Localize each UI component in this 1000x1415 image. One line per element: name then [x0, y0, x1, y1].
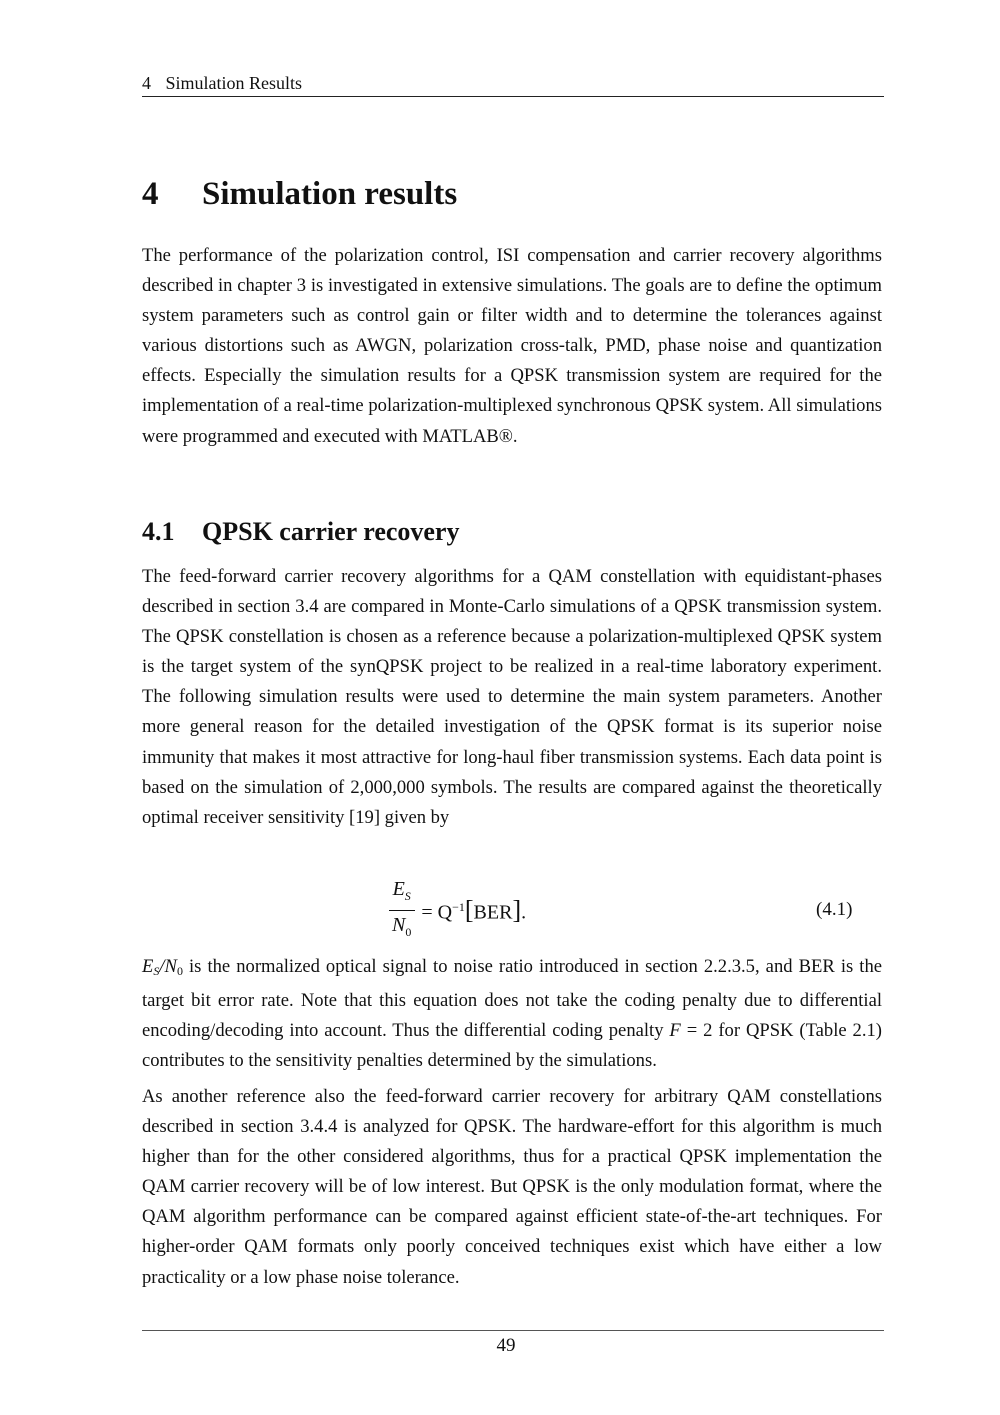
- page-number: 49: [496, 1335, 516, 1356]
- equation-denominator: $N_0$: [392, 913, 412, 939]
- equation-rhs: = $Q^{-1}[BER]$.: [421, 895, 527, 925]
- section-paragraph-3: As another reference also the feed-forward carrier recovery for arbitrary QAM constellations described in section 3.4.4 is analyzed for QPSK. The hardware-effort for this algorithm is much higher than for the other considered algorithms, thus for a practical QPSK implementation the QAM carrier recovery will be of low interest. But QPSK is the only modulation format, where the QAM algorithm performance can be compared against efficient state-of-the-art techniques. For higher-order QAM formats only poorly conceived techniques exist which have either a low practicality or a low phase noise tolerance.: [142, 1086, 882, 1288]
- footer-rule: [142, 1330, 884, 1331]
- section-paragraph-1: The feed-forward carrier recovery algorithms for a QAM constellation with equidistant-phases described in section 3.4 are compared in Monte-Carlo simulations of a QPSK transmission system. The QPSK constellation is chosen as a reference because a polarization-multiplexed QPSK system is the target system of the synQPSK project to be realized in a real-time laboratory experiment. The following simulation results were used to determine the main system parameters. Another more general reason for the detailed investigation of the QPSK format is its superior noise immunity that makes it most attractive for long-haul fiber transmission systems. Each data point is based on the simulation of 2,000,000 symbols. The results are compared against the theoretically optimal receiver sensitivity [19] given by: [142, 566, 882, 828]
- section-title: [142, 514, 884, 550]
- section-number: 4.1: [142, 517, 175, 546]
- equation-fraction: [388, 876, 415, 945]
- intro-paragraph: The performance of the polarization control, ISI compensation and carrier recovery algorithms described in chapter 3 is investigated in extensive simulations. The goals are to define the optimum system parameters such as control gain or filter width and to determine the tolerances against various distortions such as AWGN, polarization cross-talk, PMD, phase noise and quantization effects. Especially the simulation results for a QPSK transmission system are required for the implementation of a real-time polarization-multiplexed synchronous QPSK system. All simulations were programmed and executed with MATLAB®.: [142, 245, 882, 447]
- running-header: [142, 72, 884, 97]
- section-paragraph-2: $E_S/N_0$ is the normalized optical signal to noise ratio introduced in section 2.2.3.5, and BER is the target bit error rate. Note that this equation does not take the coding penalty due to differential encoding/decoding into account. Thus the differential coding penalty F = 2 for QPSK (Table 2.1) contributes to the sensitivity penalties determined by the simulations.: [142, 956, 882, 1072]
- chapter-number: 4: [142, 176, 159, 212]
- equation-numerator: $E_S$: [389, 876, 415, 911]
- equation-number: (4.1): [816, 899, 853, 920]
- header-chapter-name: Simulation Results: [165, 73, 303, 93]
- header-chapter-number: 4: [142, 73, 151, 93]
- chapter-title-text: Simulation results: [202, 176, 458, 212]
- chapter-title: [142, 172, 884, 216]
- section-title-text: QPSK carrier recovery: [202, 517, 460, 546]
- equation-4-1: [388, 878, 526, 942]
